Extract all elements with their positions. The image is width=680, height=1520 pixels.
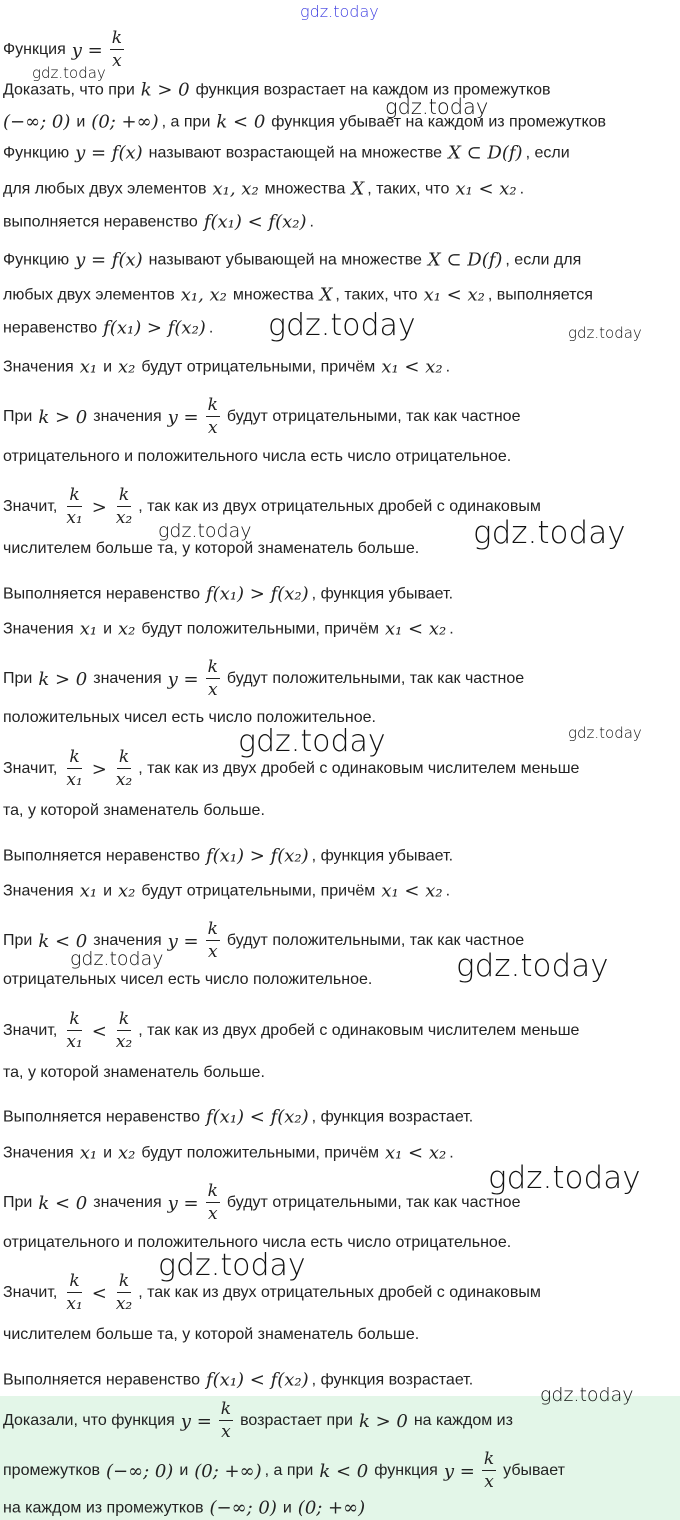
text-run: , так как из двух отрицательных дробей с одинаковым [138,1284,541,1301]
text-run: называют убывающей на множестве [148,251,422,268]
text-line [0,143,573,164]
text-run: Доказали, что функция [3,1412,175,1429]
fraction-numerator: k [220,1399,232,1419]
text-line [0,318,216,339]
math-expression: y = f(x) [75,249,143,271]
math-expression: > [91,496,107,518]
fraction-denominator: x₁ [66,1032,83,1052]
watermark: gdz.today [300,2,379,21]
text-run: Значения [3,358,74,375]
text-line [0,1143,457,1164]
text-run: и [179,1462,189,1479]
text-run: значения [93,408,162,425]
fraction-numerator: k [207,919,218,939]
text-run: называют возрастающей на множестве [148,144,443,161]
math-expression: f(x₁) > f(x₂) [205,845,309,867]
fraction-denominator: x [207,680,218,700]
fraction-numerator: k [69,1271,80,1291]
fraction [64,1011,84,1051]
math-expression: > [91,758,107,780]
text-line [0,1326,422,1344]
text-run: Доказать, что при [3,81,135,98]
text-run: функция убывает на каждом из промежутков [271,113,607,130]
fraction [64,487,84,527]
text-run: будут отрицательными, причём [141,882,376,899]
text-run: . [445,358,451,375]
text-run: При [3,932,33,949]
text-run: отрицательных чисел есть число положительное. [3,971,373,988]
fraction-denominator: x [207,1204,218,1224]
text-run: . [519,180,525,197]
math-expression: X [351,178,365,200]
text-run: Выполняется неравенство [3,585,200,602]
text-run: , а при [161,113,211,130]
text-line [0,1011,582,1051]
text-run: , так как из двух дробей с одинаковым числителем меньше [138,1022,580,1039]
text-line [0,212,317,233]
math-expression: x₂ [118,880,136,902]
math-expression: x₁, x₂ [180,284,227,306]
text-line [0,1498,368,1519]
fraction-numerator: k [69,485,80,505]
text-run: положительных чисел есть число положительное. [3,709,376,726]
fraction [110,30,124,70]
fraction [206,1183,220,1223]
fraction-denominator: x₂ [115,1032,133,1052]
fraction-numerator: k [69,1009,80,1029]
math-expression: < [91,1282,107,1304]
math-expression: X ⊂ D(f) [427,249,503,271]
fraction-denominator: x [112,51,122,71]
fraction [206,397,220,437]
text-run: будут положительными, причём [141,1144,379,1161]
math-expression: x₁ [79,356,98,378]
text-run: для любых двух элементов [3,180,207,197]
text-run: , а при [264,1462,314,1479]
text-line [0,285,596,306]
text-line [0,1370,476,1391]
fraction-numerator: k [483,1449,495,1469]
watermark: gdz.today [70,948,164,970]
fraction [114,1011,134,1051]
watermark: gdz.today [158,520,252,542]
fraction-numerator: k [111,28,123,48]
fraction [114,1273,134,1313]
math-expression: f(x₁) > f(x₂) [205,583,309,605]
math-expression: k < 0 [319,1460,369,1482]
text-run: возрастает при [240,1412,353,1429]
text-run: Выполняется неравенство [3,847,200,864]
text-line [0,881,453,902]
watermark: gdz.today [540,1384,634,1406]
text-run: Выполняется неравенство [3,1108,200,1125]
math-expression: X [319,284,333,306]
math-expression: x₁ < x₂ [455,178,517,200]
text-run: Значения [3,882,74,899]
fraction-denominator: x [484,1472,494,1492]
math-expression: x₂ [118,1142,136,1164]
text-run: Значения [3,1144,74,1161]
text-run: числителем больше та, у которой знаменатель больше. [3,1326,420,1343]
fraction [206,921,220,961]
watermark: gdz.today [158,1248,306,1283]
text-line [0,540,422,558]
text-line [0,659,527,699]
text-run: , функция возрастает. [311,1371,474,1388]
text-run: и [282,1499,292,1516]
fraction-numerator: k [118,1271,130,1291]
text-line [0,250,584,271]
math-expression: k < 0 [38,1192,88,1214]
math-expression: < [91,1020,107,1042]
text-run: , функция убывает. [311,585,454,602]
text-run: Функцию [3,144,70,161]
math-expression: (−∞; 0) [209,1497,277,1519]
math-expression: k < 0 [216,111,266,133]
math-expression: (0; +∞) [194,1460,262,1482]
text-run: и [103,620,113,637]
text-run: будут положительными, причём [141,620,379,637]
math-expression: y = [71,39,103,61]
math-expression: y = [167,668,199,690]
text-line [0,802,268,820]
math-expression: x₁ < x₂ [381,356,443,378]
text-run: и [76,113,86,130]
text-run: При [3,408,33,425]
text-line [0,448,514,466]
text-run: функция возрастает на каждом из промежутков [195,81,551,98]
math-expression: f(x₁) < f(x₂) [205,1369,309,1391]
math-expression: k > 0 [38,406,88,428]
text-run: множества [264,180,346,197]
math-expression: y = [180,1410,212,1432]
watermark: gdz.today [568,324,642,342]
text-run: При [3,670,33,687]
math-expression: y = f(x) [75,142,143,164]
fraction-denominator: x₁ [66,770,83,790]
text-run: будут отрицательными, так как частное [226,408,521,425]
fraction [482,1451,496,1491]
math-expression: (−∞; 0) [105,1460,174,1482]
text-run: Значит, [3,760,58,777]
text-run: будут отрицательными, так как частное [226,1194,521,1211]
text-run: Значит, [3,498,58,515]
watermark: gdz.today [488,1160,641,1196]
watermark: gdz.today [385,95,489,119]
text-run: отрицательного и положительного числа есть число отрицательное. [3,1234,512,1251]
math-expression: y = [167,406,199,428]
text-line [0,1107,476,1128]
fraction-numerator: k [118,485,130,505]
fraction-denominator: x₁ [66,1294,83,1314]
text-line [0,619,457,640]
text-run: любых двух элементов [3,286,175,303]
text-run: , функция убывает. [311,847,454,864]
text-line [0,112,609,133]
text-run: убывает [503,1462,565,1479]
text-run: выполняется неравенство [3,213,198,230]
fraction [114,487,134,527]
text-line [0,1064,268,1082]
text-run: . [208,319,214,336]
math-expression: x₂ [118,618,136,640]
watermark: gdz.today [268,308,416,343]
text-run: , так как из двух дробей с одинаковым числителем меньше [138,760,580,777]
fraction [114,749,134,789]
math-expression: x₁ < x₂ [381,880,443,902]
text-run: Значит, [3,1284,58,1301]
text-run: и [103,882,113,899]
fraction-numerator: k [69,747,80,767]
text-run: Функция [3,41,66,58]
text-run: значения [93,670,162,687]
text-line [0,357,453,378]
text-run: . [449,1144,454,1161]
text-run: будут положительными, так как частное [226,932,525,949]
text-run: Выполняется неравенство [3,1371,200,1388]
text-run: та, у которой знаменатель больше. [3,1064,265,1081]
text-run: , таких, что [335,286,418,303]
math-expression: f(x₁) < f(x₂) [203,211,307,233]
math-expression: k < 0 [38,930,88,952]
text-run: , если для [505,251,582,268]
watermark: gdz.today [473,515,626,551]
text-run: , функция возрастает. [311,1108,474,1125]
fraction-denominator: x₂ [115,508,133,528]
text-run: значения [93,1194,162,1211]
fraction-denominator: x [221,1422,231,1442]
math-expression: (0; +∞) [297,1497,366,1519]
text-run: промежутков [3,1462,100,1479]
text-run: . [309,213,314,230]
text-run: , если [525,144,570,161]
math-expression: x₂ [118,356,136,378]
text-run: на каждом из промежутков [3,1499,204,1516]
text-line [0,487,544,527]
math-expression: k > 0 [358,1410,408,1432]
math-expression: (−∞; 0) [3,111,71,133]
fraction-numerator: k [207,395,218,415]
text-run: на каждом из [413,1412,513,1429]
watermark: gdz.today [568,724,642,742]
math-expression: x₁ < x₂ [384,1142,447,1164]
text-run: функция [374,1462,438,1479]
text-line [0,1183,523,1223]
text-run: Значения [3,620,74,637]
text-line [0,1401,516,1441]
fraction-denominator: x₂ [115,770,133,790]
fraction-denominator: x₁ [66,508,83,528]
text-run: , таких, что [367,180,450,197]
fraction-denominator: x [207,418,218,438]
text-run: и [103,358,113,375]
math-expression: x₁ [79,618,98,640]
text-run: множества [232,286,314,303]
text-line [0,397,523,437]
math-expression: f(x₁) < f(x₂) [205,1106,309,1128]
math-expression: x₁ [79,1142,98,1164]
math-expression: y = [167,1192,199,1214]
math-expression: k > 0 [38,668,88,690]
math-expression: X ⊂ D(f) [448,142,523,164]
text-line [0,1451,568,1491]
fraction [206,659,220,699]
fraction-numerator: k [118,1009,130,1029]
text-run: та, у которой знаменатель больше. [3,802,265,819]
fraction-denominator: x₂ [115,1294,133,1314]
watermark: gdz.today [238,724,386,759]
math-expression: x₁ [79,880,98,902]
text-run: будут отрицательными, причём [141,358,376,375]
text-run: . [449,620,454,637]
fraction [64,1273,84,1313]
fraction-numerator: k [118,747,130,767]
text-run: неравенство [3,319,98,336]
watermark: gdz.today [456,948,609,984]
text-line [0,971,375,989]
text-run: , выполняется [487,286,593,303]
text-line [0,179,527,200]
watermark: gdz.today [32,64,106,82]
text-run: . [445,882,451,899]
text-run: числителем больше та, у которой знаменатель больше. [3,540,420,557]
math-expression: (0; +∞) [91,111,159,133]
text-run: отрицательного и положительного числа есть число отрицательное. [3,448,512,465]
text-run: и [103,1144,113,1161]
math-expression: y = [167,930,199,952]
math-expression: k > 0 [140,79,190,101]
text-run: Значит, [3,1022,58,1039]
fraction [64,749,84,789]
text-line [0,584,456,605]
math-expression: x₁ < x₂ [423,284,485,306]
text-line [0,846,456,867]
fraction-numerator: k [207,1181,218,1201]
math-expression: f(x₁) > f(x₂) [103,317,206,339]
math-expression: y = [443,1460,475,1482]
text-run: При [3,1194,33,1211]
fraction-denominator: x [207,942,218,962]
text-run: , так как из двух отрицательных дробей с одинаковым [138,498,541,515]
text-run: значения [93,932,162,949]
math-expression: x₁ < x₂ [384,618,447,640]
text-run: будут положительными, так как частное [226,670,525,687]
text-run: Функцию [3,251,70,268]
math-expression: x₁, x₂ [212,178,259,200]
fraction [219,1401,233,1441]
fraction-numerator: k [207,657,218,677]
